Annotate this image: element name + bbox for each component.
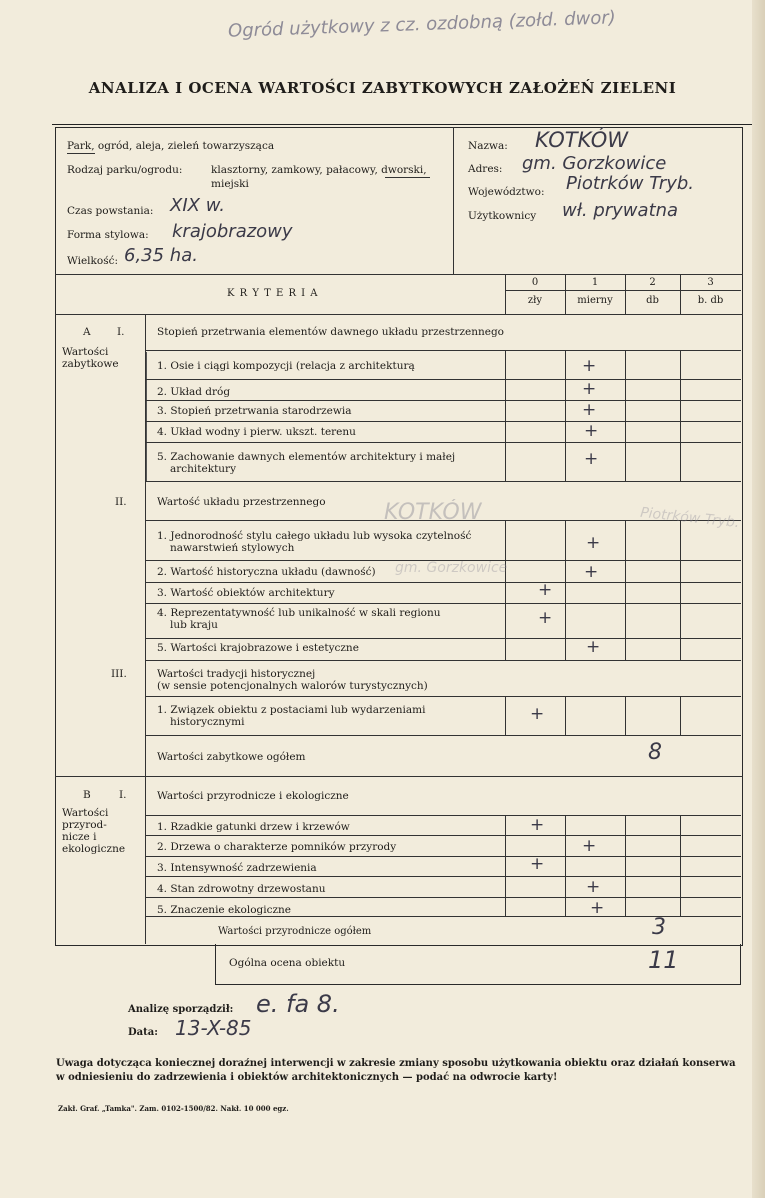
gb-col-2 xyxy=(625,815,626,916)
group-3-heading-b: (w sensie potencjonalnych walorów turystycznych) xyxy=(157,680,428,692)
g3-col-2 xyxy=(625,696,626,735)
col-1-label: mierny xyxy=(577,295,613,306)
g1-mark-5: + xyxy=(584,449,599,469)
group-2-heading: Wartość układu przestrzennego xyxy=(157,496,326,508)
col-3-label: b. db xyxy=(697,295,724,306)
gb-col-1 xyxy=(565,815,566,916)
czas-label: Czas powstania: xyxy=(67,205,154,217)
gb-rule-4 xyxy=(145,897,741,898)
g1-mark-2: + xyxy=(582,379,597,399)
g1-col-1 xyxy=(565,350,566,481)
uwaga-line-2: w odniesieniu do zadrzewienia i obiektów architektonicznych — podać na odwrocie karty! xyxy=(56,1072,558,1083)
g2-mark-5: + xyxy=(586,637,601,657)
g3-rule-1 xyxy=(145,735,741,736)
section-b-label-4: ekologiczne xyxy=(62,843,126,855)
section-b-roman: I. xyxy=(119,789,127,801)
g3-row-1a: 1. Związek obiektu z postaciami lub wydarzeniami xyxy=(157,704,426,716)
section-a-label-1: Wartości xyxy=(62,346,109,358)
page-title: ANALIZA I OCENA WARTOŚCI ZABYTKOWYCH ZAŁOŻEŃ ZIELENI xyxy=(88,79,677,97)
data-label: Data: xyxy=(128,1027,158,1038)
g2-row-4b: lub kraju xyxy=(170,619,218,631)
g1-col-0 xyxy=(505,350,506,481)
czas-value: XIX w. xyxy=(170,195,225,216)
b-total-value: 3 xyxy=(652,915,666,940)
group-1-rule xyxy=(145,350,741,351)
rodzaj-options-2: miejski xyxy=(211,178,249,190)
b-total-label: Wartości przyrodnicze ogółem xyxy=(218,926,372,937)
section-b-label-3: nicze i xyxy=(62,831,97,843)
section-b-letter: B xyxy=(83,789,91,801)
g2-rule-5 xyxy=(145,660,741,661)
g1-mark-1: + xyxy=(582,356,597,376)
g2-mark-2: + xyxy=(584,562,599,582)
g2-mark-4: + xyxy=(538,608,553,628)
g2-row-1b: nawarstwień stylowych xyxy=(170,542,295,554)
g1-rule-4 xyxy=(145,442,741,443)
g2-row-3: 3. Wartość obiektów architektury xyxy=(157,587,335,599)
rodzaj-options: klasztorny, zamkowy, pałacowy, dworski, xyxy=(211,164,427,176)
gb-col-3 xyxy=(680,815,681,916)
g3-col-1 xyxy=(565,696,566,735)
overall-value: 11 xyxy=(648,946,679,974)
page-edge xyxy=(752,0,765,1198)
overall-label: Ogólna ocena obiektu xyxy=(229,957,346,969)
col-2-number: 2 xyxy=(649,277,656,288)
faded-stamp: KOTKÓW xyxy=(384,500,482,525)
col-line-3-header xyxy=(680,274,681,314)
gb-rule-1 xyxy=(145,835,741,836)
group-1-bracket xyxy=(146,352,147,481)
sporzadzil-signature: e. fa 8. xyxy=(256,990,340,1018)
info-bottom-rule xyxy=(55,274,743,275)
g1-row-3: 3. Stopień przetrwania starodrzewia xyxy=(157,405,352,417)
wielkosc-label: Wielkość: xyxy=(67,255,119,267)
woj-label: Województwo: xyxy=(468,186,545,198)
adres-value: gm. Gorzkowice xyxy=(522,153,667,174)
gb-row-1: 1. Rzadkie gatunki drzew i krzewów xyxy=(157,821,350,833)
gb-row-2: 2. Drzewa o charakterze pomników przyrody xyxy=(157,841,397,853)
g3-row-1b: historycznymi xyxy=(170,716,245,728)
wielkosc-value: 6,35 ha. xyxy=(124,245,198,266)
gb-col-0 xyxy=(505,815,506,916)
header-rule xyxy=(52,124,752,125)
g2-row-5: 5. Wartości krajobrazowe i estetyczne xyxy=(157,642,359,654)
gb-rule-2 xyxy=(145,856,741,857)
section-b-label-2: przyrod- xyxy=(62,819,107,831)
col-0-label: zły xyxy=(527,295,543,306)
g2-rule-3 xyxy=(145,603,741,604)
g1-mark-3: + xyxy=(582,400,597,420)
col-3-number: 3 xyxy=(707,277,714,288)
g1-row-2: 2. Układ dróg xyxy=(157,386,231,398)
section-a-roman-3: III. xyxy=(111,668,127,680)
g2-col-0 xyxy=(505,520,506,660)
g2-mark-1: + xyxy=(586,533,601,553)
group-b-heading: Wartości przyrodnicze i ekologiczne xyxy=(157,790,349,802)
g1-row-5b: architektury xyxy=(170,463,237,475)
section-b-rule xyxy=(55,776,743,777)
g2-col-3 xyxy=(680,520,681,660)
kryteria-heading: K R Y T E R I A xyxy=(227,288,319,299)
g2-col-2 xyxy=(625,520,626,660)
col-line-2-header xyxy=(625,274,626,314)
g3-col-0 xyxy=(505,696,506,735)
section-a-roman: I. xyxy=(117,326,125,338)
g1-row-1: 1. Osie i ciągi kompozycji (relacja z architekturą xyxy=(157,360,415,372)
a-total-label: Wartości zabytkowe ogółem xyxy=(157,751,306,763)
g1-col-3 xyxy=(680,350,681,481)
col-0-number: 0 xyxy=(531,277,539,288)
print-info: Zakł. Graf. „Tamka". Zam. 0102-1500/82. Nakł. 10 000 egz. xyxy=(58,1104,289,1113)
adres-label: Adres: xyxy=(468,163,503,175)
g1-mark-4: + xyxy=(584,421,599,441)
a-total-value: 8 xyxy=(648,740,662,765)
g2-row-4a: 4. Reprezentatywność lub unikalność w skali regionu xyxy=(157,607,441,619)
g2-mark-3: + xyxy=(538,580,553,600)
gb-mark-1: + xyxy=(530,815,545,835)
col-line-1-header xyxy=(565,274,566,314)
gb-row-4: 4. Stan zdrowotny drzewostanu xyxy=(157,883,326,895)
g2-row-1a: 1. Jednorodność stylu całego układu lub wysoka czytelność xyxy=(157,530,472,542)
g1-rule-1 xyxy=(145,379,741,380)
gb-mark-3: + xyxy=(530,854,545,874)
col-2-label: db xyxy=(646,295,659,306)
g1-rule-2 xyxy=(145,400,741,401)
g1-col-2 xyxy=(625,350,626,481)
g1-rule-3 xyxy=(145,421,741,422)
g3-col-3 xyxy=(680,696,681,735)
info-divider xyxy=(453,127,454,274)
col-line-0-header xyxy=(505,274,506,314)
woj-value: Piotrków Tryb. xyxy=(566,173,695,194)
header-bottom-rule xyxy=(55,314,743,315)
uzyt-value: wł. prywatna xyxy=(562,200,679,221)
forma-label: Forma stylowa: xyxy=(67,229,149,241)
faded-line-2: gm. Gorzkowice xyxy=(395,560,508,576)
gb-mark-2: + xyxy=(582,836,597,856)
g1-row-5a: 5. Zachowanie dawnych elementów architektury i małej xyxy=(157,451,456,463)
g2-rule-4 xyxy=(145,638,741,639)
park-underline xyxy=(67,153,95,154)
gb-row-5: 5. Znaczenie ekologiczne xyxy=(157,904,292,916)
g2-col-1 xyxy=(565,520,566,660)
nazwa-value: KOTKÓW xyxy=(535,128,629,152)
section-a-letter: A xyxy=(83,326,91,338)
sporzadzil-label: Analizę sporządził: xyxy=(128,1004,234,1015)
uzyt-label: Użytkownicy xyxy=(468,210,537,222)
handwritten-note: Ogród użytkowy z cz. ozdobną (zołd. dwor) xyxy=(227,7,617,42)
rodzaj-label: Rodzaj parku/ogrodu: xyxy=(67,164,183,176)
group-3-heading-a: Wartości tradycji historycznej xyxy=(157,668,316,680)
header-mid-rule xyxy=(505,290,741,291)
gb-mark-4: + xyxy=(586,877,601,897)
dworski-underline xyxy=(385,177,430,178)
faded-line-1: Piotrków Tryb. xyxy=(639,504,741,532)
section-a-label-2: zabytkowe xyxy=(62,358,119,370)
group-3-rule xyxy=(145,696,741,697)
gb-rule-3 xyxy=(145,876,741,877)
group-1-heading: Stopień przetrwania elementów dawnego układu przestrzennego xyxy=(157,326,504,338)
section-a-roman-2: II. xyxy=(115,496,127,508)
nazwa-label: Nazwa: xyxy=(468,140,508,152)
g2-row-2: 2. Wartość historyczna układu (dawność) xyxy=(157,566,376,578)
col-1-number: 1 xyxy=(591,277,599,288)
g2-rule-2 xyxy=(145,582,741,583)
g3-mark-1: + xyxy=(530,704,545,724)
section-b-label-1: Wartości xyxy=(62,807,109,819)
data-value: 13-X-85 xyxy=(175,1016,252,1040)
forma-value: krajobrazowy xyxy=(172,221,293,242)
uwaga-line-1: Uwaga dotycząca koniecznej doraźnej interwencji w zakresie zmiany sposobu użytkowania obiektu oraz działań konserwa xyxy=(56,1058,736,1069)
gb-row-3: 3. Intensywność zadrzewienia xyxy=(157,862,317,874)
gb-mark-5: + xyxy=(590,898,605,918)
group-b-rule xyxy=(145,815,741,816)
g1-row-4: 4. Układ wodny i pierw. ukszt. terenu xyxy=(157,426,356,438)
park-line: Park, ogród, aleja, zieleń towarzysząca xyxy=(67,140,275,152)
g1-rule-5 xyxy=(145,481,741,482)
